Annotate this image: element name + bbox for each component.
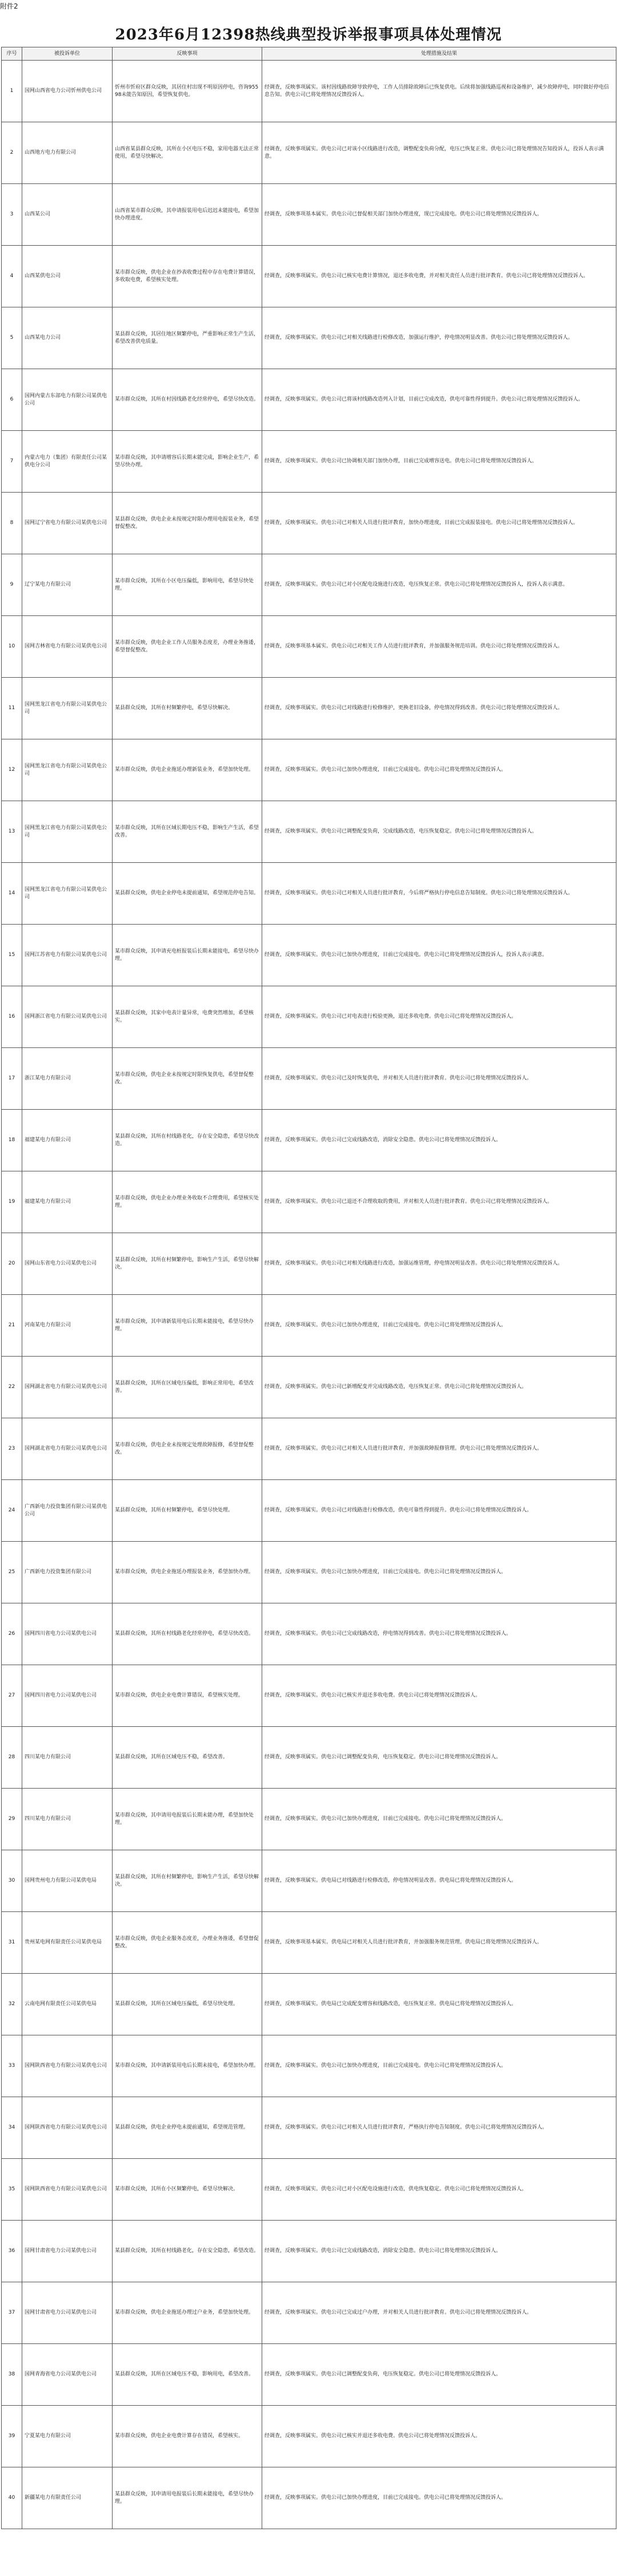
row-result: 经调查，反映事项属实。供电公司已调整配变负荷，电压恢复稳定。供电公司已将处理情况反馈投诉人。 xyxy=(262,2344,616,2406)
row-unit: 福建某电力有限公司 xyxy=(22,1171,113,1233)
row-result: 经调查，反映事项属实。供电公司已完成线路改造，消除安全隐患。供电公司已将处理情况反馈投诉人。 xyxy=(262,2221,616,2282)
row-result: 经调查，反映事项属实。供电公司已对线路进行检修维护，更换老旧设备，停电情况得到改善。供电公司已将处理情况反馈投诉人。 xyxy=(262,678,616,739)
row-issue: 山西省某县群众反映，其所在小区电压不稳，家用电器无法正常使用，希望尽快解决。 xyxy=(113,122,262,184)
table-row xyxy=(2,1418,616,1480)
row-issue: 某市群众反映，供电企业未按规定处理故障报修，希望督促整改。 xyxy=(113,1418,262,1480)
row-issue: 某市群众反映，供电企业拖延办理报装业务，希望加快办理。 xyxy=(113,1542,262,1603)
table-row xyxy=(2,554,616,616)
row-result: 经调查，反映事项属实。该村因线路故障导致停电，工作人员排除故障后已恢复供电。后续将加强线路巡视和设备维护，减少故障停电，同时做好停电信息告知。供电公司已将处理情况反馈投诉人。 xyxy=(262,61,616,122)
row-result: 经调查，反映事项属实。供电公司已对小区配电设施进行改造，电压恢复正常。供电公司已将处理情况反馈投诉人，投诉人表示满意。 xyxy=(262,554,616,616)
row-index: 5 xyxy=(2,307,22,369)
row-unit: 国网贵州电力有限公司某供电局 xyxy=(22,1850,113,1912)
row-unit: 山西某电力公司 xyxy=(22,307,113,369)
table-row xyxy=(2,1048,616,1110)
row-index: 36 xyxy=(2,2221,22,2282)
row-unit: 国网山西省电力公司忻州供电公司 xyxy=(22,61,113,122)
row-index: 2 xyxy=(2,122,22,184)
row-index: 34 xyxy=(2,2097,22,2159)
row-unit: 内蒙古电力（集团）有限责任公司某供电分公司 xyxy=(22,431,113,493)
row-unit: 广西新电力投资集团有限公司某供电公司 xyxy=(22,1480,113,1542)
row-index: 29 xyxy=(2,1789,22,1850)
row-unit: 贵州某电网有限责任公司某供电局 xyxy=(22,1912,113,1974)
row-issue: 某市群众反映，其所在小区电压偏低，影响用电，希望尽快处理。 xyxy=(113,554,262,616)
row-issue: 某市群众反映，供电企业在抄表收费过程中存在电费计算错误，多收取电费，希望核实处理。 xyxy=(113,246,262,307)
row-index: 22 xyxy=(2,1357,22,1418)
row-unit: 山西某供电公司 xyxy=(22,246,113,307)
row-issue: 某市群众反映，其申请新装用电后长期未能接电，希望尽快办理。 xyxy=(113,1295,262,1357)
row-index: 3 xyxy=(2,184,22,246)
row-issue: 某市群众反映，供电企业电费计算存在错误，希望核实。 xyxy=(113,2406,262,2467)
header-issue: 反映事项 xyxy=(113,47,262,61)
row-issue: 某县群众反映，其所在区域电压偏低，希望尽快处理。 xyxy=(113,1974,262,2035)
row-issue: 某县群众反映，其居住地区频繁停电，严重影响正常生产生活，希望改善供电质量。 xyxy=(113,307,262,369)
table-row xyxy=(2,61,616,122)
row-index: 17 xyxy=(2,1048,22,1110)
header-result: 处理措施及结果 xyxy=(262,47,616,61)
row-index: 21 xyxy=(2,1295,22,1357)
row-index: 8 xyxy=(2,493,22,554)
row-result: 经调查，反映事项属实。供电公司已对相关线路进行改造，加强运维管理，停电情况明显改善。供电公司已将处理情况反馈投诉人。 xyxy=(262,1233,616,1295)
page-title: 2023年6月12398热线典型投诉举报事项具体处理情况 xyxy=(115,26,502,43)
row-result: 经调查，反映事项属实。供电公司已对相关人员进行批评教育，严格执行停电告知制度。供电公司已将处理情况反馈投诉人。 xyxy=(262,2097,616,2159)
row-unit: 国网陕西省电力有限公司某供电公司 xyxy=(22,2035,113,2097)
table-row xyxy=(2,863,616,925)
table-row xyxy=(2,246,616,307)
row-result: 经调查，反映事项属实。供电公司已对相关线路进行检修改造，加强运行维护，停电情况明显改善。供电公司已将处理情况反馈投诉人。 xyxy=(262,307,616,369)
row-issue: 某县群众反映，其所在村频繁停电，希望尽快解决。 xyxy=(113,678,262,739)
row-unit: 国网黑龙江省电力有限公司某供电公司 xyxy=(22,678,113,739)
table-row xyxy=(2,739,616,801)
table-row xyxy=(2,2282,616,2344)
row-issue: 某市群众反映，供电企业办理业务收取不合理费用，希望核实处理。 xyxy=(113,1171,262,1233)
row-issue: 某县群众反映，其所在村频繁停电，希望尽快处理。 xyxy=(113,1480,262,1542)
table-row xyxy=(2,1974,616,2035)
row-unit: 国网甘肃省电力公司某供电公司 xyxy=(22,2221,113,2282)
table-row xyxy=(2,678,616,739)
row-result: 经调查，反映事项属实。供电局已对线路进行检修改造，停电情况明显改善。供电局已将处理情况反馈投诉人。 xyxy=(262,1850,616,1912)
row-index: 26 xyxy=(2,1603,22,1665)
row-unit: 国网黑龙江省电力有限公司某供电公司 xyxy=(22,739,113,801)
table-row xyxy=(2,2406,616,2467)
row-unit: 国网陕西省电力有限公司某供电公司 xyxy=(22,2159,113,2221)
table-row xyxy=(2,1357,616,1418)
row-result: 经调查，反映事项属实。供电公司已核实并退还多收电费。供电公司已将处理情况反馈投诉人。 xyxy=(262,2406,616,2467)
table-row xyxy=(2,2097,616,2159)
row-result: 经调查，反映事项基本属实。供电公司已督促相关部门加快办理进度，现已完成接电。供电公司已将处理情况反馈投诉人。 xyxy=(262,184,616,246)
row-result: 经调查，反映事项属实。供电公司已协调相关部门加快办理，目前已完成增容送电。供电公司已将处理情况反馈投诉人。 xyxy=(262,431,616,493)
row-index: 40 xyxy=(2,2467,22,2529)
row-index: 38 xyxy=(2,2344,22,2406)
row-result: 经调查，反映事项属实。供电公司已对相关人员进行批评教育，今后将严格执行停电信息告知制度。供电公司已将处理情况反馈投诉人。 xyxy=(262,863,616,925)
row-unit: 国网黑龙江省电力有限公司某供电公司 xyxy=(22,863,113,925)
row-issue: 某县群众反映，其所在区域电压偏低，影响正常用电，希望改善。 xyxy=(113,1357,262,1418)
row-index: 37 xyxy=(2,2282,22,2344)
row-issue: 某市群众反映，供电企业服务态度差，办理业务推诿，希望督促整改。 xyxy=(113,1912,262,1974)
row-unit: 浙江某电力有限公司 xyxy=(22,1048,113,1110)
row-issue: 某县群众反映，供电企业未按规定时限办理用电报装业务，希望督促整改。 xyxy=(113,493,262,554)
row-result: 经调查，反映事项属实。供电公司已对该小区线路进行改造，调整配变负荷分配，电压已恢复正常。供电公司已将处理情况告知投诉人，投诉人表示满意。 xyxy=(262,122,616,184)
row-result: 经调查，反映事项属实。供电公司已对小区配电设施进行改造，供电恢复稳定。供电公司已将处理情况反馈投诉人。 xyxy=(262,2159,616,2221)
row-index: 4 xyxy=(2,246,22,307)
row-result: 经调查，反映事项属实。供电公司已加快办理进度，目前已完成接电。供电公司已将处理情况反馈投诉人。 xyxy=(262,739,616,801)
row-issue: 某市群众反映，供电企业电费计算错误，希望核实处理。 xyxy=(113,1665,262,1727)
row-issue: 某县群众反映，其所在区域电压不稳，希望改善。 xyxy=(113,1727,262,1789)
row-unit: 国网湖北省电力有限公司某供电公司 xyxy=(22,1418,113,1480)
row-issue: 某市群众反映，其所在村因线路老化经常停电，希望尽快改造。 xyxy=(113,369,262,431)
table-row xyxy=(2,184,616,246)
row-issue: 某县群众反映，其所在区域电压不稳，影响用电，希望改善。 xyxy=(113,2344,262,2406)
row-unit: 国网湖北省电力有限公司某供电公司 xyxy=(22,1357,113,1418)
table-row xyxy=(2,369,616,431)
row-result: 经调查，反映事项属实。供电公司已退还不合理收取的费用，并对相关人员进行批评教育。供电公司已将处理情况反馈投诉人。 xyxy=(262,1171,616,1233)
table-row xyxy=(2,1110,616,1171)
table-row xyxy=(2,1295,616,1357)
table-row xyxy=(2,2467,616,2529)
row-issue: 某市群众反映，供电企业未按规定时限恢复供电，希望督促整改。 xyxy=(113,1048,262,1110)
row-result: 经调查，反映事项属实。供电局已完成配变增容和线路改造，电压恢复正常。供电局已将处理情况反馈投诉人。 xyxy=(262,1974,616,2035)
table-row xyxy=(2,1233,616,1295)
row-unit: 国网甘肃省电力公司某供电公司 xyxy=(22,2282,113,2344)
table-row xyxy=(2,2344,616,2406)
row-result: 经调查，反映事项属实。供电公司已新增配变并完成线路改造，电压恢复正常。供电公司已将处理情况反馈投诉人。 xyxy=(262,1357,616,1418)
table-row xyxy=(2,307,616,369)
row-index: 24 xyxy=(2,1480,22,1542)
row-issue: 某市群众反映，供电企业拖延办理过户业务，希望加快处理。 xyxy=(113,2282,262,2344)
row-unit: 国网辽宁省电力有限公司某供电公司 xyxy=(22,493,113,554)
row-index: 20 xyxy=(2,1233,22,1295)
table-row xyxy=(2,1603,616,1665)
row-unit: 辽宁某电力有限公司 xyxy=(22,554,113,616)
table-row xyxy=(2,925,616,986)
row-index: 25 xyxy=(2,1542,22,1603)
table-row xyxy=(2,493,616,554)
table-row xyxy=(2,1480,616,1542)
table-row xyxy=(2,122,616,184)
row-index: 1 xyxy=(2,61,22,122)
row-unit: 国网山东省电力公司某供电公司 xyxy=(22,1233,113,1295)
table-row xyxy=(2,1171,616,1233)
row-index: 12 xyxy=(2,739,22,801)
attachment-label: 附件2 xyxy=(0,2,18,10)
row-issue: 某市群众反映，其申请用电报装后长期未能办理，希望加快处理。 xyxy=(113,1789,262,1850)
row-index: 28 xyxy=(2,1727,22,1789)
row-issue: 某市群众反映，供电企业拖延办理新装业务，希望加快处理。 xyxy=(113,739,262,801)
row-result: 经调查，反映事项属实。供电公司已调整配变负荷，完成线路改造，电压恢复稳定。供电公司已将处理情况反馈投诉人。 xyxy=(262,801,616,863)
row-issue: 某县群众反映，其所在村频繁停电，影响生产生活，希望尽快解决。 xyxy=(113,1850,262,1912)
row-index: 9 xyxy=(2,554,22,616)
row-result: 经调查，反映事项属实。供电公司已调整配变负荷，电压恢复稳定。供电公司已将处理情况反馈投诉人。 xyxy=(262,1727,616,1789)
row-unit: 国网四川省电力公司某供电公司 xyxy=(22,1603,113,1665)
row-index: 30 xyxy=(2,1850,22,1912)
row-index: 31 xyxy=(2,1912,22,1974)
table-row xyxy=(2,1665,616,1727)
row-index: 16 xyxy=(2,986,22,1048)
row-unit: 宁夏某电力有限公司 xyxy=(22,2406,113,2467)
row-index: 11 xyxy=(2,678,22,739)
row-issue: 某县群众反映，其家中电表计量异常，电费突然增加，希望核实。 xyxy=(113,986,262,1048)
table-row xyxy=(2,986,616,1048)
table-row xyxy=(2,801,616,863)
row-unit: 广西新电力投资集团有限公司 xyxy=(22,1542,113,1603)
table-header-row xyxy=(2,47,616,61)
row-index: 6 xyxy=(2,369,22,431)
row-unit: 云南电网有限责任公司某供电局 xyxy=(22,1974,113,2035)
row-unit: 国网浙江省电力有限公司某供电公司 xyxy=(22,986,113,1048)
row-unit: 国网陕西省电力有限公司某供电公司 xyxy=(22,2097,113,2159)
row-unit: 四川某电力有限公司 xyxy=(22,1727,113,1789)
row-result: 经调查，反映事项属实。供电公司已将该村线路改造列入计划，目前已完成改造，供电可靠性得到提升。供电公司已将处理情况反馈投诉人。 xyxy=(262,369,616,431)
row-index: 10 xyxy=(2,616,22,678)
row-index: 13 xyxy=(2,801,22,863)
row-issue: 某市群众反映，其申请增容后长期未能完成，影响企业生产，希望尽快办理。 xyxy=(113,431,262,493)
row-unit: 山西某公司 xyxy=(22,184,113,246)
row-result: 经调查，反映事项属实。供电公司已完成线路改造，消除安全隐患。供电公司已将处理情况反馈投诉人。 xyxy=(262,1110,616,1171)
row-issue: 山西省某市群众反映，其申请报装用电后迟迟未能接电，希望加快办理进度。 xyxy=(113,184,262,246)
row-index: 15 xyxy=(2,925,22,986)
row-result: 经调查，反映事项属实。供电公司已加快办理进度，目前已完成接电。供电公司已将处理情况反馈投诉人。 xyxy=(262,2035,616,2097)
row-result: 经调查，反映事项属实。供电公司已对电表进行校验更换，退还多收电费。供电公司已将处理情况反馈投诉人。 xyxy=(262,986,616,1048)
table-row xyxy=(2,431,616,493)
table-row xyxy=(2,2159,616,2221)
row-unit: 山西地方电力有限公司 xyxy=(22,122,113,184)
header-unit: 被投诉单位 xyxy=(22,47,113,61)
table-row xyxy=(2,1850,616,1912)
row-index: 39 xyxy=(2,2406,22,2467)
table-row xyxy=(2,1727,616,1789)
row-result: 经调查，反映事项属实。供电公司已加快办理进度，目前已完成接电。供电公司已将处理情况反馈投诉人。 xyxy=(262,2467,616,2529)
row-index: 35 xyxy=(2,2159,22,2221)
row-unit: 国网江苏省电力有限公司某供电公司 xyxy=(22,925,113,986)
row-issue: 某县群众反映，供电企业停电未提前通知，希望规范管理。 xyxy=(113,2097,262,2159)
table-row xyxy=(2,1542,616,1603)
row-index: 23 xyxy=(2,1418,22,1480)
row-unit: 福建某电力有限公司 xyxy=(22,1110,113,1171)
row-result: 经调查，反映事项属实。供电公司已完成过户办理，并对相关人员进行批评教育。供电公司已将处理情况反馈投诉人。 xyxy=(262,2282,616,2344)
row-issue: 某市群众反映，其申请充电桩报装后长期未能接电，希望尽快办理。 xyxy=(113,925,262,986)
row-unit: 河南某电力有限公司 xyxy=(22,1295,113,1357)
table-row xyxy=(2,616,616,678)
row-result: 经调查，反映事项属实。供电公司已核实并退还多收电费。供电公司已将处理情况反馈投诉人。 xyxy=(262,1665,616,1727)
row-result: 经调查，反映事项属实。供电公司已对相关人员进行批评教育，加快办理进度，目前已完成报装接电。供电公司已将处理情况反馈投诉人。 xyxy=(262,493,616,554)
row-result: 经调查，反映事项属实。供电公司已对相关人员进行批评教育，并加强故障报修管理。供电公司已将处理情况反馈投诉人。 xyxy=(262,1418,616,1480)
row-result: 经调查，反映事项属实。供电公司已加快办理进度，目前已完成接电。供电公司已将处理情况反馈投诉人，投诉人表示满意。 xyxy=(262,925,616,986)
row-issue: 某县群众反映，其所在村线路老化，存在安全隐患，希望尽快改造。 xyxy=(113,1110,262,1171)
row-result: 经调查，反映事项属实。供电公司已对线路进行检修改造，供电可靠性得到提升。供电公司已将处理情况反馈投诉人。 xyxy=(262,1480,616,1542)
row-issue: 某市群众反映，其申请新装用电后长期未接电，希望加快办理。 xyxy=(113,2035,262,2097)
complaint-table xyxy=(1,47,616,2529)
row-issue: 某县群众反映，其所在村频繁停电，影响生产生活，希望尽快解决。 xyxy=(113,1233,262,1295)
row-result: 经调查，反映事项属实。供电公司已核实电费计算情况，退还多收电费，并对相关责任人员进行批评教育。供电公司已将处理情况反馈投诉人。 xyxy=(262,246,616,307)
row-unit: 国网青海省电力公司某供电公司 xyxy=(22,2344,113,2406)
row-unit: 国网四川省电力公司某供电公司 xyxy=(22,1665,113,1727)
row-issue: 某市群众反映，其所在区域长期电压不稳，影响生产生活，希望改善。 xyxy=(113,801,262,863)
row-issue: 某市群众反映，其所在小区频繁停电，希望尽快解决。 xyxy=(113,2159,262,2221)
row-issue: 某县群众反映，其所在村线路老化经常停电，希望尽快改造。 xyxy=(113,1603,262,1665)
row-unit: 国网内蒙古东部电力有限公司某供电公司 xyxy=(22,369,113,431)
row-unit: 国网黑龙江省电力有限公司某供电公司 xyxy=(22,801,113,863)
table-row xyxy=(2,1912,616,1974)
row-unit: 四川某电力有限公司 xyxy=(22,1789,113,1850)
row-unit: 国网吉林省电力有限公司某供电公司 xyxy=(22,616,113,678)
row-index: 14 xyxy=(2,863,22,925)
row-issue: 某县群众反映，供电企业停电未提前通知，希望规范停电告知。 xyxy=(113,863,262,925)
row-result: 经调查，反映事项属实。供电公司已加快办理进度，目前已完成接电。供电公司已将处理情况反馈投诉人。 xyxy=(262,1542,616,1603)
row-index: 18 xyxy=(2,1110,22,1171)
row-result: 经调查，反映事项属实。供电公司已加快办理进度，目前已完成接电。供电公司已将处理情况反馈投诉人。 xyxy=(262,1789,616,1850)
table-row xyxy=(2,2221,616,2282)
row-index: 19 xyxy=(2,1171,22,1233)
row-issue: 某县群众反映，其所在村线路老化，存在安全隐患，希望改造。 xyxy=(113,2221,262,2282)
row-result: 经调查，反映事项基本属实。供电公司已对相关工作人员进行批评教育，并加强服务规范培训。供电公司已将处理情况反馈投诉人。 xyxy=(262,616,616,678)
table-row xyxy=(2,1789,616,1850)
row-issue: 某市群众反映，供电企业工作人员服务态度差，办理业务推诿，希望督促整改。 xyxy=(113,616,262,678)
row-issue: 某县群众反映，其申请用电报装后长期未能接电，希望尽快办理。 xyxy=(113,2467,262,2529)
row-index: 7 xyxy=(2,431,22,493)
row-index: 32 xyxy=(2,1974,22,2035)
table-row xyxy=(2,2035,616,2097)
header-index: 序号 xyxy=(2,47,22,61)
row-result: 经调查，反映事项属实。供电公司已完成线路改造，停电情况得到改善。供电公司已将处理情况反馈投诉人。 xyxy=(262,1603,616,1665)
row-issue: 忻州市忻府区群众反映，其居住村出现不明原因停电，咨询95598未能告知原因，希望恢复供电。 xyxy=(113,61,262,122)
row-index: 33 xyxy=(2,2035,22,2097)
row-result: 经调查，反映事项属实。供电公司已及时恢复供电，并对相关人员进行批评教育。供电公司已将处理情况反馈投诉人。 xyxy=(262,1048,616,1110)
row-result: 经调查，反映事项属实。供电公司已加快办理进度，目前已完成接电。供电公司已将处理情况反馈投诉人。 xyxy=(262,1295,616,1357)
row-result: 经调查，反映事项基本属实。供电局已对相关人员进行批评教育，并加强服务规范管理。供电局已将处理情况反馈投诉人。 xyxy=(262,1912,616,1974)
row-unit: 新疆某电力有限责任公司 xyxy=(22,2467,113,2529)
row-index: 27 xyxy=(2,1665,22,1727)
